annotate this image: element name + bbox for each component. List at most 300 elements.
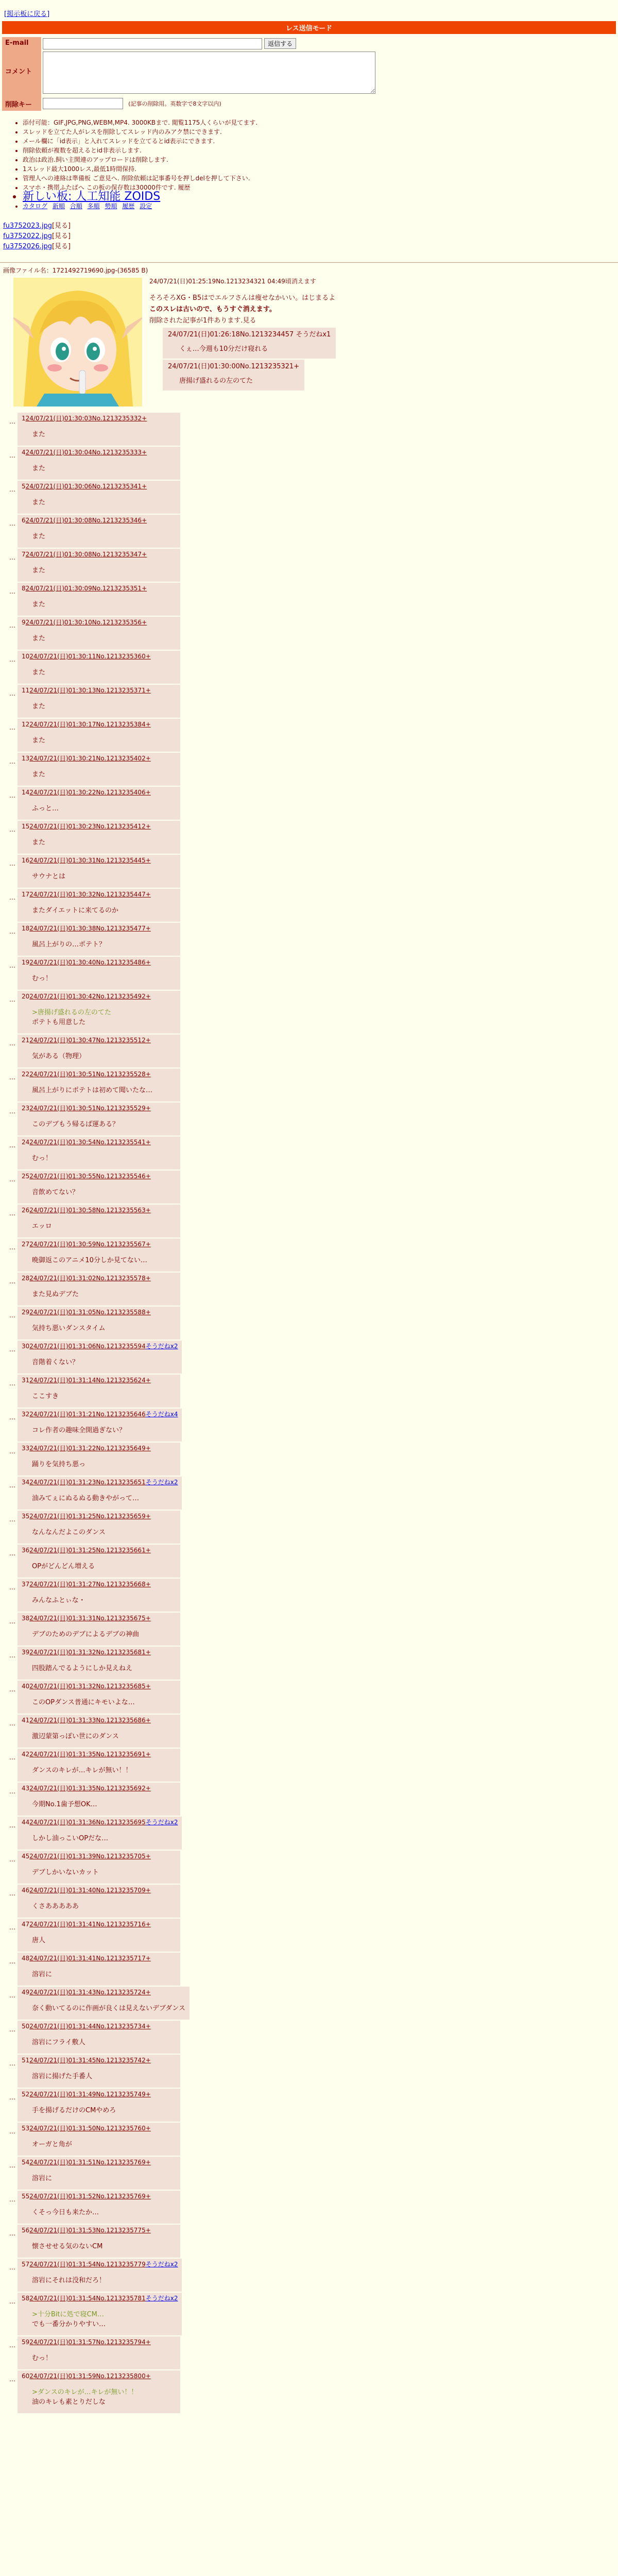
reply-body: [32, 1255, 176, 1264]
reply-body: [32, 701, 176, 710]
op-file-line[interactable]: 画像ファイル名：1721492719690.jpg-(36585 B): [3, 267, 148, 274]
reply-header[interactable]: [22, 2337, 176, 2346]
reply-header[interactable]: [22, 788, 176, 796]
reply-header[interactable]: [22, 1852, 176, 1860]
reply-header[interactable]: [22, 2260, 178, 2268]
reply-header[interactable]: [22, 1138, 176, 1146]
reply-text: ふっと…: [32, 805, 59, 812]
reply-header[interactable]: [22, 1478, 178, 1486]
reply-meta[interactable]: 24/07/21(日)01:31:40No.1213235709+: [29, 1887, 151, 1894]
quoted-post: [163, 360, 304, 391]
reply-body: [32, 1425, 178, 1434]
reply-meta[interactable]: 24/07/21(日)01:31:49No.1213235749+: [29, 2091, 151, 2098]
submit-reply-button[interactable]: 返信する: [264, 38, 296, 49]
reply-box: [18, 787, 180, 820]
rule-item: • 政治は政治.飼い主関連のアップロードは削除します.: [23, 155, 616, 164]
reply-meta[interactable]: 24/07/21(日)01:31:32No.1213235685+: [29, 1683, 151, 1690]
reply-header[interactable]: [22, 720, 176, 728]
reply-meta[interactable]: 24/07/21(日)01:31:21No.1213235646: [29, 1411, 146, 1418]
reply-header[interactable]: [22, 516, 176, 524]
reply-number: 7: [22, 551, 26, 558]
reply-body: [32, 1731, 176, 1740]
reply-text: またダイエットに来てるのか: [32, 907, 118, 914]
reply-meta[interactable]: 24/07/21(日)01:30:11No.1213235360+: [29, 653, 151, 660]
post-marker: …: [9, 1618, 15, 1625]
reply-body: [32, 2003, 185, 2012]
reply-box: [18, 1987, 190, 2020]
sort-combined-link[interactable]: 合順: [70, 202, 82, 210]
reply-text: くそっ今日も来たか…: [32, 2209, 99, 2216]
reply-header[interactable]: [22, 652, 176, 660]
reply-meta[interactable]: 24/07/21(日)01:31:57No.1213235794+: [29, 2338, 151, 2346]
reply-header[interactable]: [22, 1818, 178, 1826]
agree-button[interactable]: そうだねx2: [145, 1343, 178, 1350]
post-marker: …: [9, 894, 15, 901]
reply-meta[interactable]: 24/07/21(日)01:30:31No.1213235445+: [29, 857, 151, 864]
reply-meta[interactable]: 24/07/21(日)01:30:38No.1213235477+: [29, 925, 151, 932]
reply-header[interactable]: [22, 1580, 176, 1588]
view-label: [見る]: [52, 243, 71, 250]
agree-button[interactable]: そうだねx4: [145, 1411, 178, 1418]
reply-box: [18, 1069, 180, 1101]
reply-box: [18, 1137, 180, 1170]
reply-header[interactable]: [22, 1104, 176, 1112]
quoted-post: [163, 328, 336, 359]
email-field[interactable]: [43, 38, 262, 49]
agree-button[interactable]: そうだねx2: [145, 2295, 178, 2302]
reply-header[interactable]: [22, 1444, 176, 1452]
reply-header[interactable]: [22, 1750, 176, 1758]
reply-number: 43: [22, 1785, 30, 1792]
reply-header[interactable]: [22, 1648, 176, 1656]
post-marker: …: [9, 520, 15, 527]
reply-number: 17: [22, 891, 30, 898]
reply-number: 15: [22, 823, 30, 830]
reply-header[interactable]: [22, 1274, 176, 1282]
reply-post: [3, 2225, 615, 2258]
rule-item: • スマホ・携帯ふたばへ この板の保存数は30000件です. 履歴: [23, 183, 616, 192]
reply-body: [32, 769, 176, 778]
reply-post: [3, 2021, 615, 2054]
reply-header[interactable]: [22, 924, 176, 933]
reply-text: また: [32, 703, 46, 710]
reply-post: [3, 1171, 615, 1204]
reply-meta[interactable]: 24/07/21(日)01:31:14No.1213235624+: [29, 1377, 151, 1384]
reply-header[interactable]: [22, 2056, 176, 2064]
reply-body: [32, 1663, 176, 1672]
reply-header[interactable]: [22, 1954, 176, 1962]
reply-post: [3, 1443, 615, 1476]
reply-body: [32, 1187, 176, 1196]
reply-body: [32, 1833, 178, 1842]
reply-meta[interactable]: 24/07/21(日)01:31:51No.1213235769+: [29, 2159, 151, 2166]
reply-meta[interactable]: 24/07/21(日)01:30:47No.1213235512+: [29, 1037, 151, 1044]
reply-header[interactable]: [22, 2294, 178, 2302]
post-marker: …: [9, 690, 15, 697]
reply-number: 46: [22, 1887, 30, 1894]
op-header: 24/07/21(日)01:25:19No.1213234321 04:49頃消えます: [149, 278, 316, 285]
reply-header[interactable]: [22, 1070, 176, 1078]
reply-header[interactable]: [22, 1410, 178, 1418]
reply-box: [18, 2225, 180, 2258]
reply-list: [3, 413, 615, 2413]
reply-header[interactable]: [22, 822, 176, 831]
reply-header[interactable]: [22, 2090, 176, 2098]
reply-text: むっ！: [32, 2354, 53, 2362]
reply-meta[interactable]: 24/07/21(日)01:30:04No.1213235333+: [25, 449, 147, 456]
delete-key-label: 削除キー: [2, 97, 41, 111]
reply-text: また: [32, 465, 46, 472]
reply-meta[interactable]: 24/07/21(日)01:30:13No.1213235371+: [29, 687, 151, 694]
reply-box: [18, 1171, 180, 1204]
reply-meta[interactable]: 24/07/21(日)01:31:06No.1213235594: [29, 1343, 146, 1350]
reply-number: 48: [22, 1955, 30, 1962]
reply-box: [18, 1953, 180, 1986]
thread: [0, 266, 618, 2413]
reply-box: [18, 1613, 180, 1646]
reply-meta[interactable]: 24/07/21(日)01:30:40No.1213235486+: [29, 959, 151, 966]
reply-meta[interactable]: 24/07/21(日)01:30:55No.1213235546+: [29, 1173, 151, 1180]
reply-header[interactable]: [22, 856, 176, 865]
reply-meta[interactable]: 24/07/21(日)01:31:22No.1213235649+: [29, 1445, 151, 1452]
reply-text: 風呂上がりにポテトは初めて聞いたな…: [32, 1087, 153, 1094]
agree-button[interactable]: そうだねx2: [145, 1479, 178, 1486]
reply-post: [3, 855, 615, 888]
reply-header[interactable]: [22, 1308, 176, 1316]
reply-box: [18, 413, 180, 446]
reply-text: 溶岩にフライ敷人: [32, 2039, 85, 2046]
reply-box: [18, 2293, 182, 2335]
reply-meta[interactable]: 24/07/21(日)01:30:22No.1213235406+: [29, 789, 151, 796]
reply-meta[interactable]: 24/07/21(日)01:31:35No.1213235691+: [29, 1751, 151, 1758]
reply-post: [3, 2293, 615, 2335]
reply-text: また: [32, 737, 46, 744]
reply-text: 溶岩に揚げた手番人: [32, 2073, 93, 2080]
reply-meta[interactable]: 24/07/21(日)01:31:39No.1213235705+: [29, 1853, 151, 1860]
reply-box: [18, 515, 180, 548]
reply-post: [3, 2370, 615, 2413]
reply-body: [32, 1629, 176, 1638]
reply-header[interactable]: [22, 482, 176, 490]
divider: [0, 262, 618, 263]
post-marker: …: [9, 1788, 15, 1795]
reply-meta[interactable]: 24/07/21(日)01:31:31No.1213235675+: [29, 1615, 151, 1622]
delete-key-field[interactable]: [43, 98, 123, 109]
reply-header[interactable]: [22, 1614, 176, 1622]
reply-meta[interactable]: 24/07/21(日)01:30:08No.1213235346+: [25, 517, 147, 524]
agree-button[interactable]: そうだねx2: [145, 1819, 178, 1826]
reply-meta[interactable]: 24/07/21(日)01:30:58No.1213235563+: [29, 1207, 151, 1214]
view-label: [見る]: [52, 222, 71, 230]
reply-meta[interactable]: 24/07/21(日)01:31:53No.1213235775+: [29, 2227, 151, 2234]
file-link[interactable]: fu3752026.jpg: [3, 243, 52, 250]
reply-meta[interactable]: 24/07/21(日)01:31:23No.1213235651: [29, 1479, 146, 1486]
reply-header[interactable]: [22, 550, 176, 558]
new-boards-ad[interactable]: [23, 192, 616, 201]
reply-number: 31: [22, 1377, 30, 1384]
reply-header[interactable]: [22, 686, 176, 694]
reply-header[interactable]: [22, 1546, 176, 1554]
reply-number: 12: [22, 721, 30, 728]
reply-number: 53: [22, 2125, 30, 2132]
agree-button[interactable]: そうだねx2: [145, 2261, 178, 2268]
reply-body: [32, 2241, 176, 2250]
reply-number: 32: [22, 1411, 30, 1418]
reply-box: [18, 1749, 180, 1782]
reply-header[interactable]: [22, 1240, 176, 1248]
reply-body: [32, 497, 176, 506]
reply-meta[interactable]: 24/07/21(日)01:31:27No.1213235668+: [29, 1581, 151, 1588]
post-marker: …: [9, 1584, 15, 1591]
reply-header[interactable]: [22, 1376, 176, 1384]
reply-header[interactable]: [22, 1716, 176, 1724]
reply-body: [32, 1561, 176, 1570]
reply-header[interactable]: [22, 414, 176, 422]
reply-body: [32, 2386, 176, 2406]
reply-header[interactable]: [22, 1784, 176, 1792]
sort-many-link[interactable]: 多順: [87, 202, 100, 210]
reply-box: [18, 1885, 180, 1918]
reply-header[interactable]: [22, 2124, 176, 2132]
reply-text: 踊りを気持ち悪っ: [32, 1461, 86, 1468]
reply-number: 14: [22, 789, 30, 796]
reply-body: [32, 973, 176, 982]
reply-meta[interactable]: 24/07/21(日)01:31:36No.1213235695: [29, 1819, 146, 1826]
reply-form: [2, 37, 616, 211]
rule-item: • 管理人への連絡は準備板 ご意見へ. 削除依頼は記事番号を押しdelを押して下さい.: [23, 174, 616, 183]
reply-meta[interactable]: 24/07/21(日)01:31:25No.1213235659+: [29, 1513, 151, 1520]
reply-header[interactable]: [22, 992, 176, 1001]
reply-post: [3, 685, 615, 718]
reply-header[interactable]: [22, 1512, 176, 1520]
post-marker: …: [9, 2376, 15, 2383]
reply-meta[interactable]: 24/07/21(日)01:30:17No.1213235384+: [29, 721, 151, 728]
sort-momentum-link[interactable]: 勢順: [105, 202, 117, 210]
reply-meta[interactable]: 24/07/21(日)01:31:25No.1213235661+: [29, 1547, 151, 1554]
view-label: [見る]: [52, 232, 71, 240]
reply-box: [18, 1783, 180, 1816]
post-marker: …: [9, 1958, 15, 1965]
reply-number: 4: [22, 449, 26, 456]
reply-meta[interactable]: 24/07/21(日)01:31:43No.1213235724+: [29, 1989, 151, 1996]
reply-meta[interactable]: 24/07/21(日)01:30:03No.1213235332+: [25, 415, 147, 422]
reply-box: [18, 2370, 180, 2413]
post-marker: …: [9, 996, 15, 1003]
reply-meta[interactable]: 24/07/21(日)01:30:23No.1213235412+: [29, 823, 151, 830]
reply-header[interactable]: [22, 958, 176, 967]
reply-number: 41: [22, 1717, 30, 1724]
op-image[interactable]: [13, 278, 142, 406]
reply-number: 24: [22, 1139, 30, 1146]
reply-header[interactable]: [22, 1172, 176, 1180]
reply-header[interactable]: [22, 1206, 176, 1214]
reply-meta[interactable]: 24/07/21(日)01:31:54No.1213235781: [29, 2295, 146, 2302]
quoted-post-header[interactable]: 24/07/21(日)01:30:00No.1213235321+: [168, 363, 300, 370]
reply-post: [3, 1919, 615, 1952]
reply-number: 19: [22, 959, 30, 966]
reply-text: また: [32, 839, 46, 846]
reply-header[interactable]: [22, 584, 176, 592]
file-link[interactable]: fu3752022.jpg: [3, 232, 52, 240]
reply-text: また: [32, 567, 46, 574]
reply-meta[interactable]: 24/07/21(日)01:31:35No.1213235692+: [29, 1785, 151, 1792]
new-boards-link[interactable]: 新しい板: 人工知能 ZOIDS: [23, 190, 161, 203]
reply-meta[interactable]: 24/07/21(日)01:31:41No.1213235717+: [29, 1955, 151, 1962]
reply-header[interactable]: [22, 754, 176, 762]
reply-number: 27: [22, 1241, 30, 1248]
reply-box: [18, 2123, 180, 2156]
reply-number: 60: [22, 2372, 30, 2380]
reply-number: 13: [22, 755, 30, 762]
post-marker: …: [9, 2026, 15, 2033]
post-marker: …: [9, 554, 15, 561]
reply-meta[interactable]: 24/07/21(日)01:31:32No.1213235681+: [29, 1649, 151, 1656]
reply-body: [32, 2207, 176, 2216]
reply-box: [18, 1681, 180, 1714]
post-marker: …: [9, 2162, 15, 2169]
reply-box: [18, 2336, 180, 2369]
reply-header[interactable]: [22, 618, 176, 626]
reply-post: [3, 617, 615, 650]
post-marker: …: [9, 1686, 15, 1693]
reply-body: [32, 2037, 176, 2046]
settings-link[interactable]: 設定: [140, 202, 152, 210]
reply-meta[interactable]: 24/07/21(日)01:30:51No.1213235529+: [29, 1105, 151, 1112]
quote-line: >十分Bitに処で寝CM…: [32, 2311, 104, 2318]
reply-meta[interactable]: 24/07/21(日)01:30:42No.1213235492+: [29, 993, 151, 1000]
reply-number: 18: [22, 925, 30, 932]
reply-body: [32, 871, 176, 880]
post-marker: …: [9, 1210, 15, 1217]
reply-header[interactable]: [22, 2158, 176, 2166]
reply-box: [18, 1477, 182, 1510]
reply-body: [32, 1050, 176, 1060]
reply-box: [18, 1341, 182, 1374]
reply-box: [18, 889, 180, 922]
reply-number: 6: [22, 517, 26, 524]
reply-box: [18, 1579, 180, 1612]
reply-body: [32, 1595, 176, 1604]
reply-header[interactable]: [22, 1036, 176, 1044]
reply-meta[interactable]: 24/07/21(日)01:31:33No.1213235686+: [29, 1717, 151, 1724]
reply-number: 42: [22, 1751, 30, 1758]
quoted-post-header[interactable]: 24/07/21(日)01:26:18No.1213234457 そうだねx1: [168, 331, 331, 338]
reply-box: [18, 481, 180, 514]
reply-post: [3, 413, 615, 446]
reply-meta[interactable]: 24/07/21(日)01:31:59No.1213235800+: [29, 2372, 151, 2380]
reply-meta[interactable]: 24/07/21(日)01:31:05No.1213235588+: [29, 1309, 151, 1316]
reply-header[interactable]: [22, 2022, 176, 2030]
reply-header[interactable]: [22, 1342, 178, 1350]
reply-meta[interactable]: 24/07/21(日)01:30:09No.1213235351+: [25, 585, 147, 592]
reply-header[interactable]: [22, 448, 176, 456]
reply-text: また見ぬデブた: [32, 1291, 79, 1298]
reply-meta[interactable]: 24/07/21(日)01:30:21No.1213235402+: [29, 755, 151, 762]
email-label: E-mail: [2, 37, 41, 50]
reply-text: ポテトも用意した: [32, 1019, 86, 1026]
sort-new-link[interactable]: 新順: [52, 202, 65, 210]
post-marker: …: [9, 1244, 15, 1251]
reply-body: [32, 429, 176, 438]
reply-meta[interactable]: 24/07/21(日)01:31:44No.1213235734+: [29, 2023, 151, 2030]
file-link[interactable]: fu3752023.jpg: [3, 222, 52, 230]
reply-header[interactable]: [22, 2226, 176, 2234]
reply-number: 16: [22, 857, 30, 864]
deleted-note[interactable]: 削除された記事が1件あります.見る: [149, 317, 256, 325]
reply-header[interactable]: [22, 1682, 176, 1690]
post-marker: …: [9, 622, 15, 629]
reply-box: [18, 617, 180, 650]
reply-post: [3, 583, 615, 616]
reply-header[interactable]: [22, 2371, 176, 2380]
post-marker: …: [9, 1924, 15, 1931]
post-marker: …: [9, 1652, 15, 1659]
reply-body: [32, 1289, 176, 1298]
reply-number: 55: [22, 2193, 30, 2200]
post-marker: …: [9, 1482, 15, 1489]
reply-meta[interactable]: 24/07/21(日)01:30:54No.1213235541+: [29, 1139, 151, 1146]
post-marker: …: [9, 1516, 15, 1523]
post-marker: …: [9, 2230, 15, 2237]
reply-text: むっ！: [32, 975, 53, 982]
comment-textarea[interactable]: [43, 52, 375, 94]
reply-meta[interactable]: 24/07/21(日)01:30:59No.1213235567+: [29, 1241, 151, 1248]
reply-meta[interactable]: 24/07/21(日)01:31:02No.1213235578+: [29, 1275, 151, 1282]
reply-meta[interactable]: 24/07/21(日)01:31:41No.1213235716+: [29, 1921, 151, 1928]
reply-header[interactable]: [22, 1886, 176, 1894]
reply-meta[interactable]: 24/07/21(日)01:30:10No.1213235356+: [25, 619, 147, 626]
reply-mode-bar: レス送信モード: [2, 21, 616, 34]
reply-text: 唐人: [32, 1937, 46, 1944]
catalog-link[interactable]: カタログ: [23, 202, 48, 210]
reply-post: [3, 1205, 615, 1238]
board-rules: [23, 118, 616, 211]
history-link[interactable]: 履歴: [122, 202, 135, 210]
reply-box: [18, 651, 180, 684]
back-to-board-link[interactable]: [掲示板に戻る]: [4, 10, 50, 18]
reply-box: [18, 685, 180, 718]
reply-body: [32, 531, 176, 540]
reply-meta[interactable]: 24/07/21(日)01:30:32No.1213235447+: [29, 891, 151, 898]
reply-header[interactable]: [22, 890, 176, 899]
reply-meta[interactable]: 24/07/21(日)01:31:54No.1213235779: [29, 2261, 146, 2268]
reply-post: [3, 1749, 615, 1782]
reply-meta[interactable]: 24/07/21(日)01:30:06No.1213235341+: [25, 483, 147, 490]
rule-item: • 削除依頼が複数を超えるとid非表示します.: [23, 146, 616, 155]
reply-meta[interactable]: 24/07/21(日)01:31:50No.1213235760+: [29, 2125, 151, 2132]
reply-post: [3, 1375, 615, 1408]
reply-body: [32, 565, 176, 574]
reply-body: [32, 463, 176, 472]
reply-meta[interactable]: 24/07/21(日)01:30:08No.1213235347+: [25, 551, 147, 558]
reply-text: ダンスのキレが…キレが無い！！: [32, 1767, 132, 1774]
rule-item: • メール欄に「id表示」と入れてスレッドを立てるとid表示にできます.: [23, 137, 616, 146]
reply-body: [32, 633, 176, 642]
reply-post: [3, 1681, 615, 1714]
rule-item: • スレッドを立てた人がレスを削除してスレッド内のみアク禁にできます.: [23, 127, 616, 137]
reply-text: デブしかいないカット: [32, 1869, 99, 1876]
reply-meta[interactable]: 24/07/21(日)01:30:51No.1213235528+: [29, 1071, 151, 1078]
reply-header[interactable]: [22, 1988, 185, 1996]
reply-text: また: [32, 771, 46, 778]
reply-text: 溶岩に: [32, 2175, 53, 2182]
reply-header[interactable]: [22, 1920, 176, 1928]
reply-meta[interactable]: 24/07/21(日)01:31:45No.1213235742+: [29, 2057, 151, 2064]
reply-header[interactable]: [22, 2192, 176, 2200]
reply-text: また: [32, 533, 46, 540]
post-marker: …: [9, 1890, 15, 1897]
reply-meta[interactable]: 24/07/21(日)01:31:52No.1213235769+: [29, 2193, 151, 2200]
